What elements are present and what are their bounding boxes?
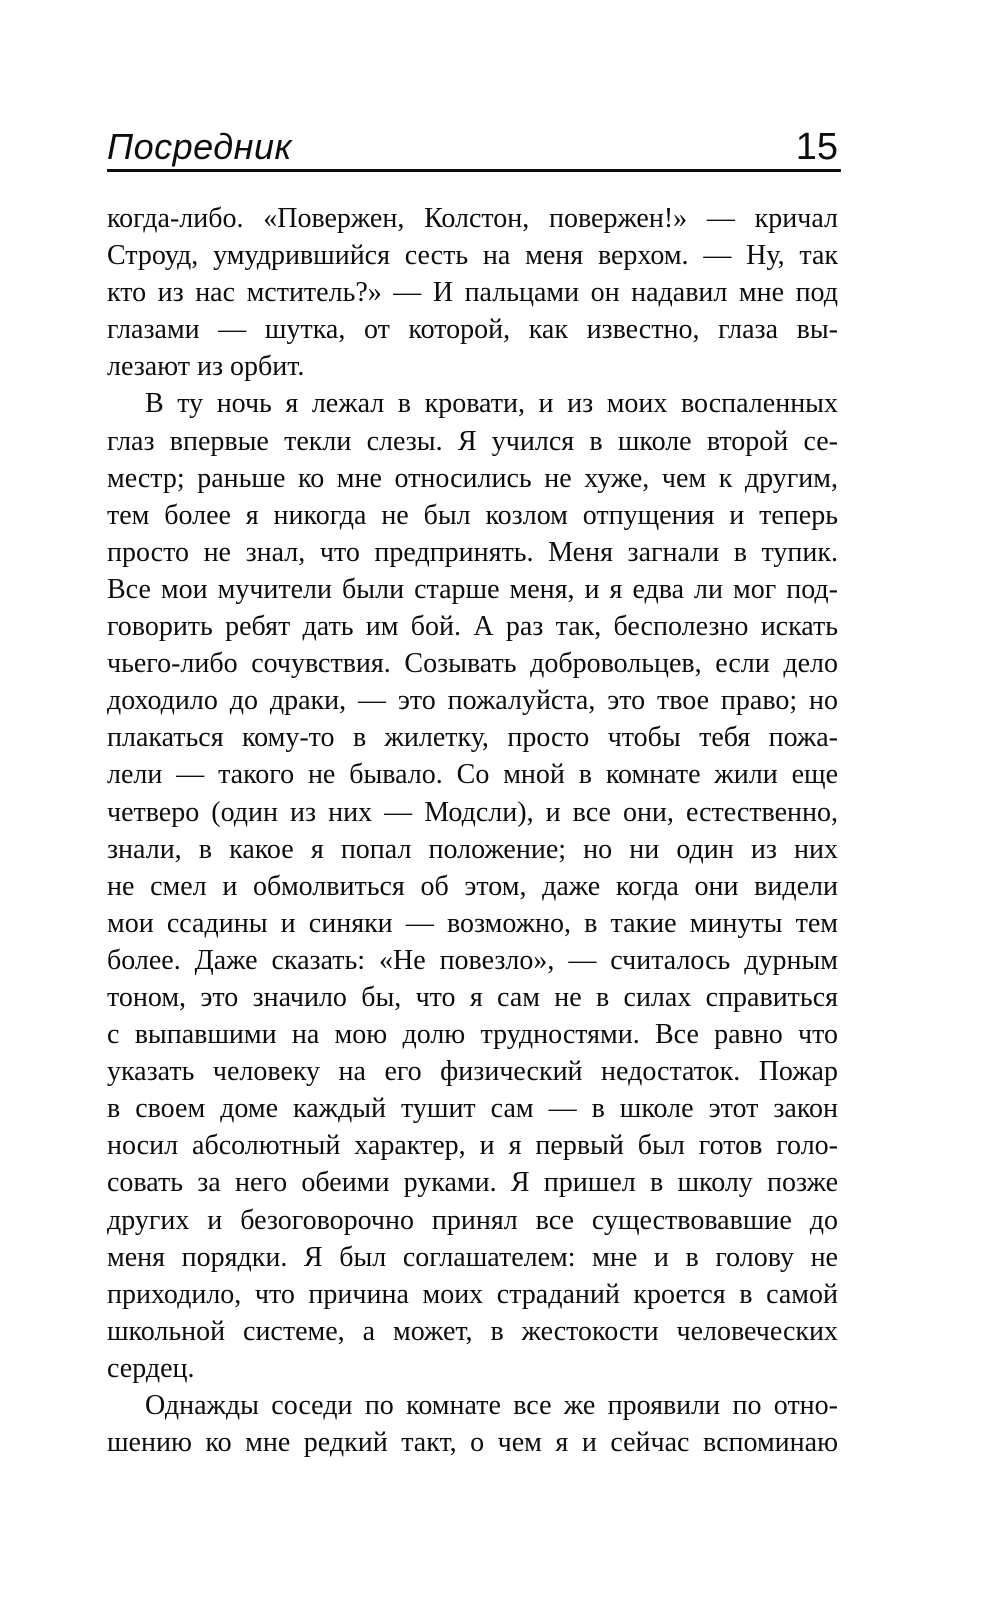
text-line: четверо (один из них — Модсли), и все они, естественно,	[107, 796, 838, 828]
header-title: Посредник	[107, 126, 292, 167]
text-line: местр; раньше ко мне относились не хуже, чем к другим,	[107, 462, 838, 494]
text-line: В ту ночь я лежал в кровати, и из моих воспаленных	[145, 388, 838, 420]
text-line: других и безоговорочно принял все существовавшие до	[107, 1204, 838, 1236]
text-line: в своем доме каждый тушит сам — в школе этот закон	[107, 1093, 838, 1125]
text-line: сердец.	[107, 1352, 195, 1384]
text-line: Строуд, умудрившийся сесть на меня верхом. — Ну, так	[107, 240, 838, 272]
running-header	[107, 126, 838, 166]
text-line: совать за него обеими руками. Я пришел в школу позже	[107, 1167, 838, 1199]
text-line: чьего-либо сочувствия. Созывать добровольцев, если дело	[107, 648, 838, 680]
text-line: плакаться кому-то в жилетку, просто чтобы тебя пожа-	[107, 722, 838, 754]
text-line: мои ссадины и синяки — возможно, в такие минуты тем	[107, 907, 838, 939]
text-line: тем более я никогда не был козлом отпущения и теперь	[107, 499, 838, 531]
text-line: более. Даже сказать: «Не повезло», — считалось дурным	[107, 944, 838, 976]
text-line: с выпавшими на мою долю трудностями. Все равно что	[107, 1019, 838, 1051]
text-line: указать человеку на его физический недостаток. Пожар	[107, 1056, 838, 1088]
text-line: носил абсолютный характер, и я первый был готов голо-	[107, 1130, 838, 1162]
body-text	[107, 200, 838, 1461]
header-rule	[107, 169, 841, 172]
text-line: кто из нас мститель?» — И пальцами он надавил мне под	[107, 277, 838, 309]
text-line: тоном, это значило бы, что я сам не в силах справиться	[107, 981, 838, 1013]
text-line: глазами — шутка, от которой, как известно, глаза вы-	[107, 314, 838, 346]
text-line: не смел и обмолвиться об этом, даже когда они видели	[107, 870, 838, 902]
text-line: Все мои мучители были старше меня, и я едва ли мог под-	[107, 573, 838, 605]
text-line: шению ко мне редкий такт, о чем я и сейчас вспоминаю	[107, 1427, 838, 1459]
text-line: когда-либо. «Повержен, Колстон, повержен!» — кричал	[107, 203, 838, 234]
page-number: 15	[795, 126, 838, 168]
text-line: глаз впервые текли слезы. Я учился в школе второй се-	[107, 425, 838, 457]
text-line: доходило до драки, — это пожалуйста, это твое право; но	[107, 685, 838, 717]
text-line: говорить ребят дать им бой. А раз так, бесполезно искать	[107, 611, 838, 643]
text-line: приходило, что причина моих страданий кроется в самой	[107, 1278, 838, 1310]
text-line: просто не знал, что предпринять. Меня загнали в тупик.	[107, 536, 838, 568]
text-line: Однажды соседи по комнате все же проявили по отно-	[145, 1390, 838, 1421]
text-line: знали, в какое я попал положение; но ни один из них	[107, 833, 838, 865]
text-line: лели — такого не бывало. Со мной в комнате жили еще	[107, 759, 838, 791]
text-line: меня порядки. Я был соглашателем: мне и в голову не	[107, 1241, 838, 1273]
text-line: школьной системе, а может, в жестокости человеческих	[107, 1315, 838, 1347]
text-line: лезают из орбит.	[107, 351, 305, 383]
